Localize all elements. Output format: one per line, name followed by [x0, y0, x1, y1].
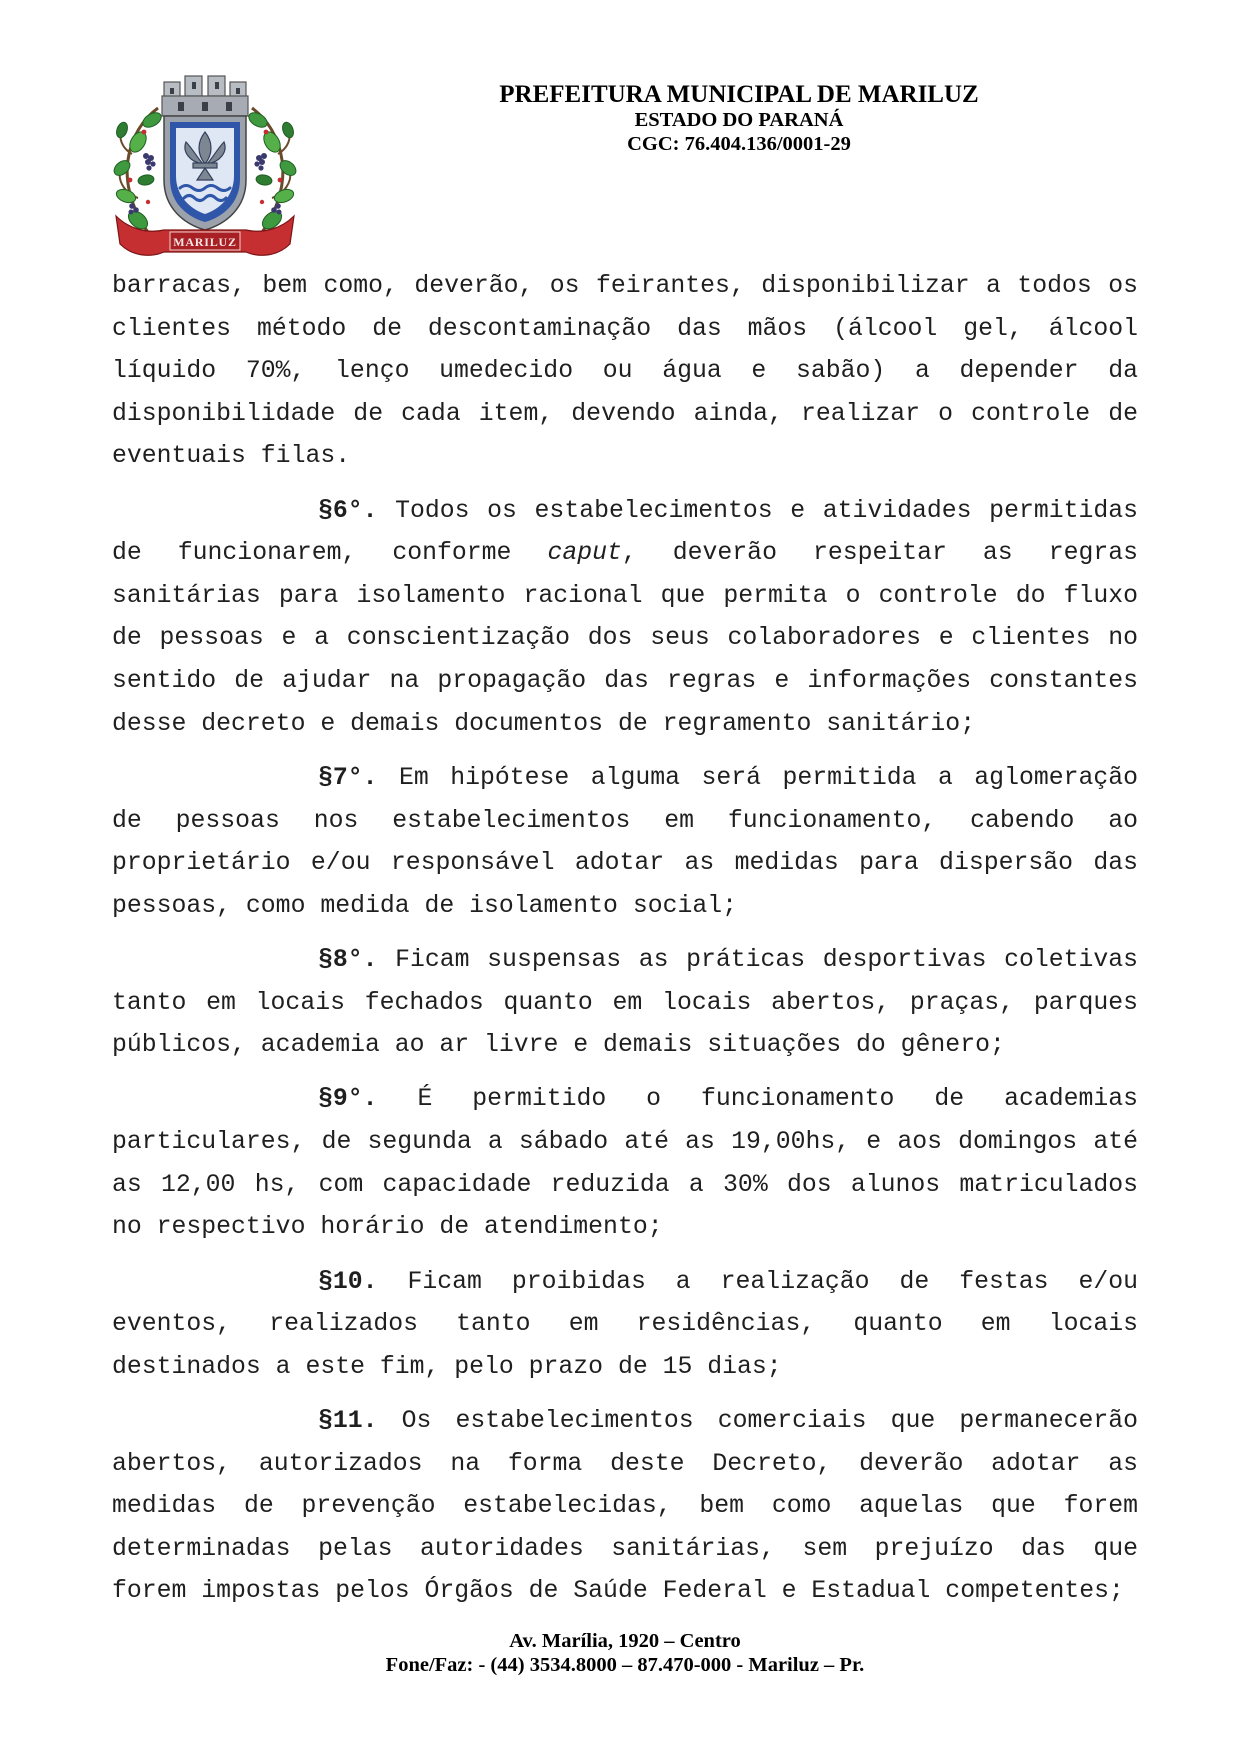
text-line: forem impostas pelos Órgãos de Saúde Federal e Estadual competentes; — [112, 1577, 1124, 1606]
text-line: proprietário e/ou responsável adotar as medidas para dispersão das — [112, 849, 1138, 878]
line-text: de funcionarem, conforme — [112, 539, 512, 568]
text-line: destinados a este fim, pelo prazo de 15 dias; — [112, 1352, 782, 1381]
section-label: §6°. — [318, 496, 378, 525]
text-line: determinadas pelas autoridades sanitárias, sem prejuízo das que — [112, 1534, 1138, 1563]
text-line: de pessoas nos estabelecimentos em funcionamento, cabendo ao — [112, 806, 1138, 835]
text-line: de pessoas e a conscientização dos seus colaboradores e clientes no — [112, 624, 1138, 653]
text-line — [112, 757, 1138, 800]
mural-crown-icon — [162, 76, 248, 116]
text-line: pessoas, como medida de isolamento social; — [112, 891, 737, 920]
text-line: no respectivo horário de atendimento; — [112, 1213, 663, 1242]
paragraph-10 — [112, 1261, 1138, 1389]
banner-text: MARILUZ — [173, 235, 237, 249]
text-line — [112, 939, 1138, 982]
text-line: eventuais filas. — [112, 442, 351, 471]
paragraph-8 — [112, 939, 1138, 1067]
section-label: §8°. — [318, 945, 378, 974]
footer-phone: Fone/Faz: - (44) 3534.8000 – 87.470-000 - Mariluz – Pr. — [385, 1653, 865, 1676]
page-header — [479, 82, 999, 156]
line-text: Ficam suspensas as práticas desportivas coletivas — [395, 945, 1138, 974]
paragraph-11 — [112, 1400, 1138, 1613]
line-text: Ficam proibidas a realização de festas e/ou — [407, 1267, 1138, 1296]
text-line: as 12,00 hs, com capacidade reduzida a 30% dos alunos matriculados — [112, 1170, 1138, 1199]
text-line: públicos, academia ao ar livre e demais situações do gênero; — [112, 1031, 1005, 1060]
cgc-number: CGC: 76.404.136/0001-29 — [627, 133, 851, 155]
section-label: §7°. — [318, 763, 378, 792]
line-text: Em hipótese alguma será permitida a aglomeração — [399, 763, 1138, 792]
section-label: §11. — [318, 1406, 378, 1435]
text-line — [112, 490, 1138, 533]
text-line — [112, 532, 1138, 575]
text-line: sentido de ajudar na propagação das regras e informações constantes — [112, 667, 1138, 696]
text-line: abertos, autorizados na forma deste Decreto, deverão adotar as — [112, 1449, 1138, 1478]
text-line: sanitárias para isolamento racional que permita o controle do fluxo — [112, 581, 1138, 610]
text-line: barracas, bem como, deverão, os feirantes, disponibilizar a todos os — [112, 272, 1138, 300]
document-body — [112, 265, 1138, 1625]
text-line: tanto em locais fechados quanto em locais abertos, praças, parques — [112, 988, 1138, 1017]
text-line — [112, 1400, 1138, 1443]
text-line: clientes método de descontaminação das mãos (álcool gel, álcool — [112, 314, 1138, 343]
text-line: particulares, de segunda a sábado até as 19,00hs, e aos domingos até — [112, 1128, 1138, 1157]
text-line — [112, 1078, 1138, 1121]
text-line: líquido 70%, lenço umedecido ou água e sabão) a depender da — [112, 357, 1138, 386]
line-text: , deverão respeitar as regras — [621, 539, 1138, 568]
section-label: §10. — [318, 1267, 378, 1296]
line-text: Todos os estabelecimentos e atividades permitidas — [395, 496, 1138, 525]
page-footer — [10, 1630, 1240, 1677]
text-line: desse decreto e demais documentos de regramento sanitário; — [112, 709, 976, 738]
paragraph-9 — [112, 1078, 1138, 1248]
italic-term: caput — [547, 539, 622, 568]
paragraph-7 — [112, 757, 1138, 927]
text-line — [112, 1261, 1138, 1304]
line-text: É permitido o funcionamento de academias — [417, 1085, 1138, 1114]
municipality-title: PREFEITURA MUNICIPAL DE MARILUZ — [499, 81, 979, 108]
municipal-logo — [108, 68, 302, 262]
section-label: §9°. — [318, 1085, 378, 1114]
text-line: eventos, realizados tanto em residências, quanto em locais — [112, 1310, 1138, 1339]
state-name: ESTADO DO PARANÁ — [634, 109, 844, 131]
intro-paragraph — [112, 265, 1138, 478]
text-line: disponibilidade de cada item, devendo ainda, realizar o controle de — [112, 399, 1138, 428]
line-text: Os estabelecimentos comerciais que permanecerão — [401, 1406, 1138, 1435]
coat-of-arms-icon — [108, 68, 302, 262]
footer-address: Av. Marília, 1920 – Centro — [509, 1630, 741, 1652]
paragraph-6 — [112, 490, 1138, 746]
text-line: medidas de prevenção estabelecidas, bem como aquelas que forem — [112, 1492, 1138, 1521]
